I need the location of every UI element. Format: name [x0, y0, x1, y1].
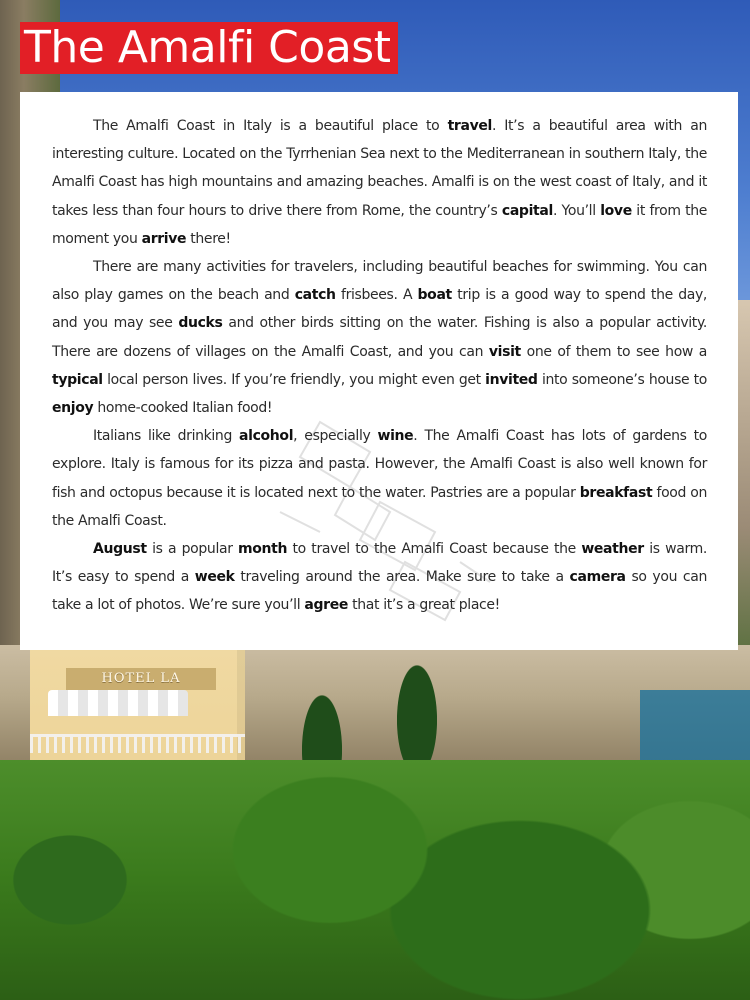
hotel-sign: HOTEL LA — [66, 668, 216, 690]
vocab-word: boat — [417, 287, 452, 304]
paragraph-text: there! — [186, 230, 231, 247]
page-title: The Amalfi Coast — [24, 22, 391, 73]
vocab-word: typical — [52, 371, 103, 388]
fern-foliage — [0, 760, 750, 1000]
paragraph-text: that it’s a great place! — [348, 597, 500, 614]
vocab-word: ducks — [178, 315, 223, 332]
vocab-word: catch — [294, 287, 336, 304]
vocab-word: week — [194, 569, 235, 586]
paragraph — [52, 253, 707, 422]
vocab-word: weather — [581, 541, 644, 558]
paragraph-text: to travel to the Amalfi Coast because the — [287, 541, 582, 558]
white-awning — [48, 690, 188, 716]
paragraph-text: local person lives. If you’re friendly, you might even get — [102, 371, 486, 388]
vocab-word: enjoy — [52, 400, 94, 417]
vocab-word: breakfast — [579, 484, 653, 501]
paragraph-text: trip is a good way to spend the day, and you may see — [52, 287, 708, 332]
vocab-word: camera — [569, 569, 626, 586]
paragraph-text: home-cooked Italian food! — [93, 400, 273, 417]
paragraph — [52, 535, 707, 620]
paragraph-text: Italians like drinking — [93, 428, 240, 445]
vocab-word: August — [93, 541, 147, 558]
paragraph — [52, 422, 707, 535]
vocab-word: invited — [485, 371, 538, 388]
paragraph-text: . The Amalfi Coast has lots of gardens to explore. Italy is famous for its pizza and pasta. However, the Amalfi Coast is also well known for fish and octopus because it is located next to the water. Pastries are a popular — [52, 428, 708, 501]
vocab-word: arrive — [141, 230, 187, 247]
paragraph-text: so you can take a lot of photos. We’re sure you’ll — [52, 569, 707, 614]
vocab-word: visit — [488, 343, 521, 360]
paragraph-text: frisbees. A — [335, 287, 418, 304]
paragraph-text: one of them to see how a — [520, 343, 707, 360]
paragraph-text: . It’s a beautiful area with an interesting culture. Located on the Tyrrhenian Sea next to the Mediterranean in southern Italy, the Amalfi Coast has high mountains and amazing beaches. Amalfi is on the west coast of Italy, and it takes less than four hours to drive there from Rome, the country’s — [52, 118, 708, 219]
paragraph-text: into someone’s house to — [537, 371, 707, 388]
title-banner — [20, 22, 398, 74]
paragraph-text: traveling around the area. Make sure to take a — [234, 569, 570, 586]
paragraph-text: and other birds sitting on the water. Fishing is also a popular activity. There are dozens of villages on the Amalfi Coast, and you can — [52, 315, 707, 360]
paragraph-text: There are many activities for travelers, including beautiful beaches for swimming. You can also play games on the beach and — [52, 259, 707, 304]
paragraph — [52, 112, 707, 253]
vocab-word: alcohol — [239, 428, 294, 445]
article-body — [52, 112, 707, 620]
vocab-word: month — [238, 541, 288, 558]
vocab-word: capital — [501, 202, 553, 219]
paragraph-text: is warm. It’s easy to spend a — [52, 541, 707, 586]
vocab-word: agree — [304, 597, 348, 614]
paragraph-text: it from the moment you — [52, 202, 708, 247]
paragraph-text: is a popular — [146, 541, 239, 558]
vocab-word: travel — [447, 118, 492, 134]
text-panel — [20, 92, 738, 650]
paragraph-text: food on the Amalfi Coast. — [52, 484, 707, 529]
vocab-word: wine — [377, 428, 414, 445]
paragraph-text: The Amalfi Coast in Italy is a beautiful place to — [93, 118, 448, 134]
balcony-railing — [30, 734, 245, 753]
vocab-word: love — [600, 202, 632, 219]
paragraph-text: . You’ll — [552, 202, 601, 219]
paragraph-text: , especially — [293, 428, 378, 445]
